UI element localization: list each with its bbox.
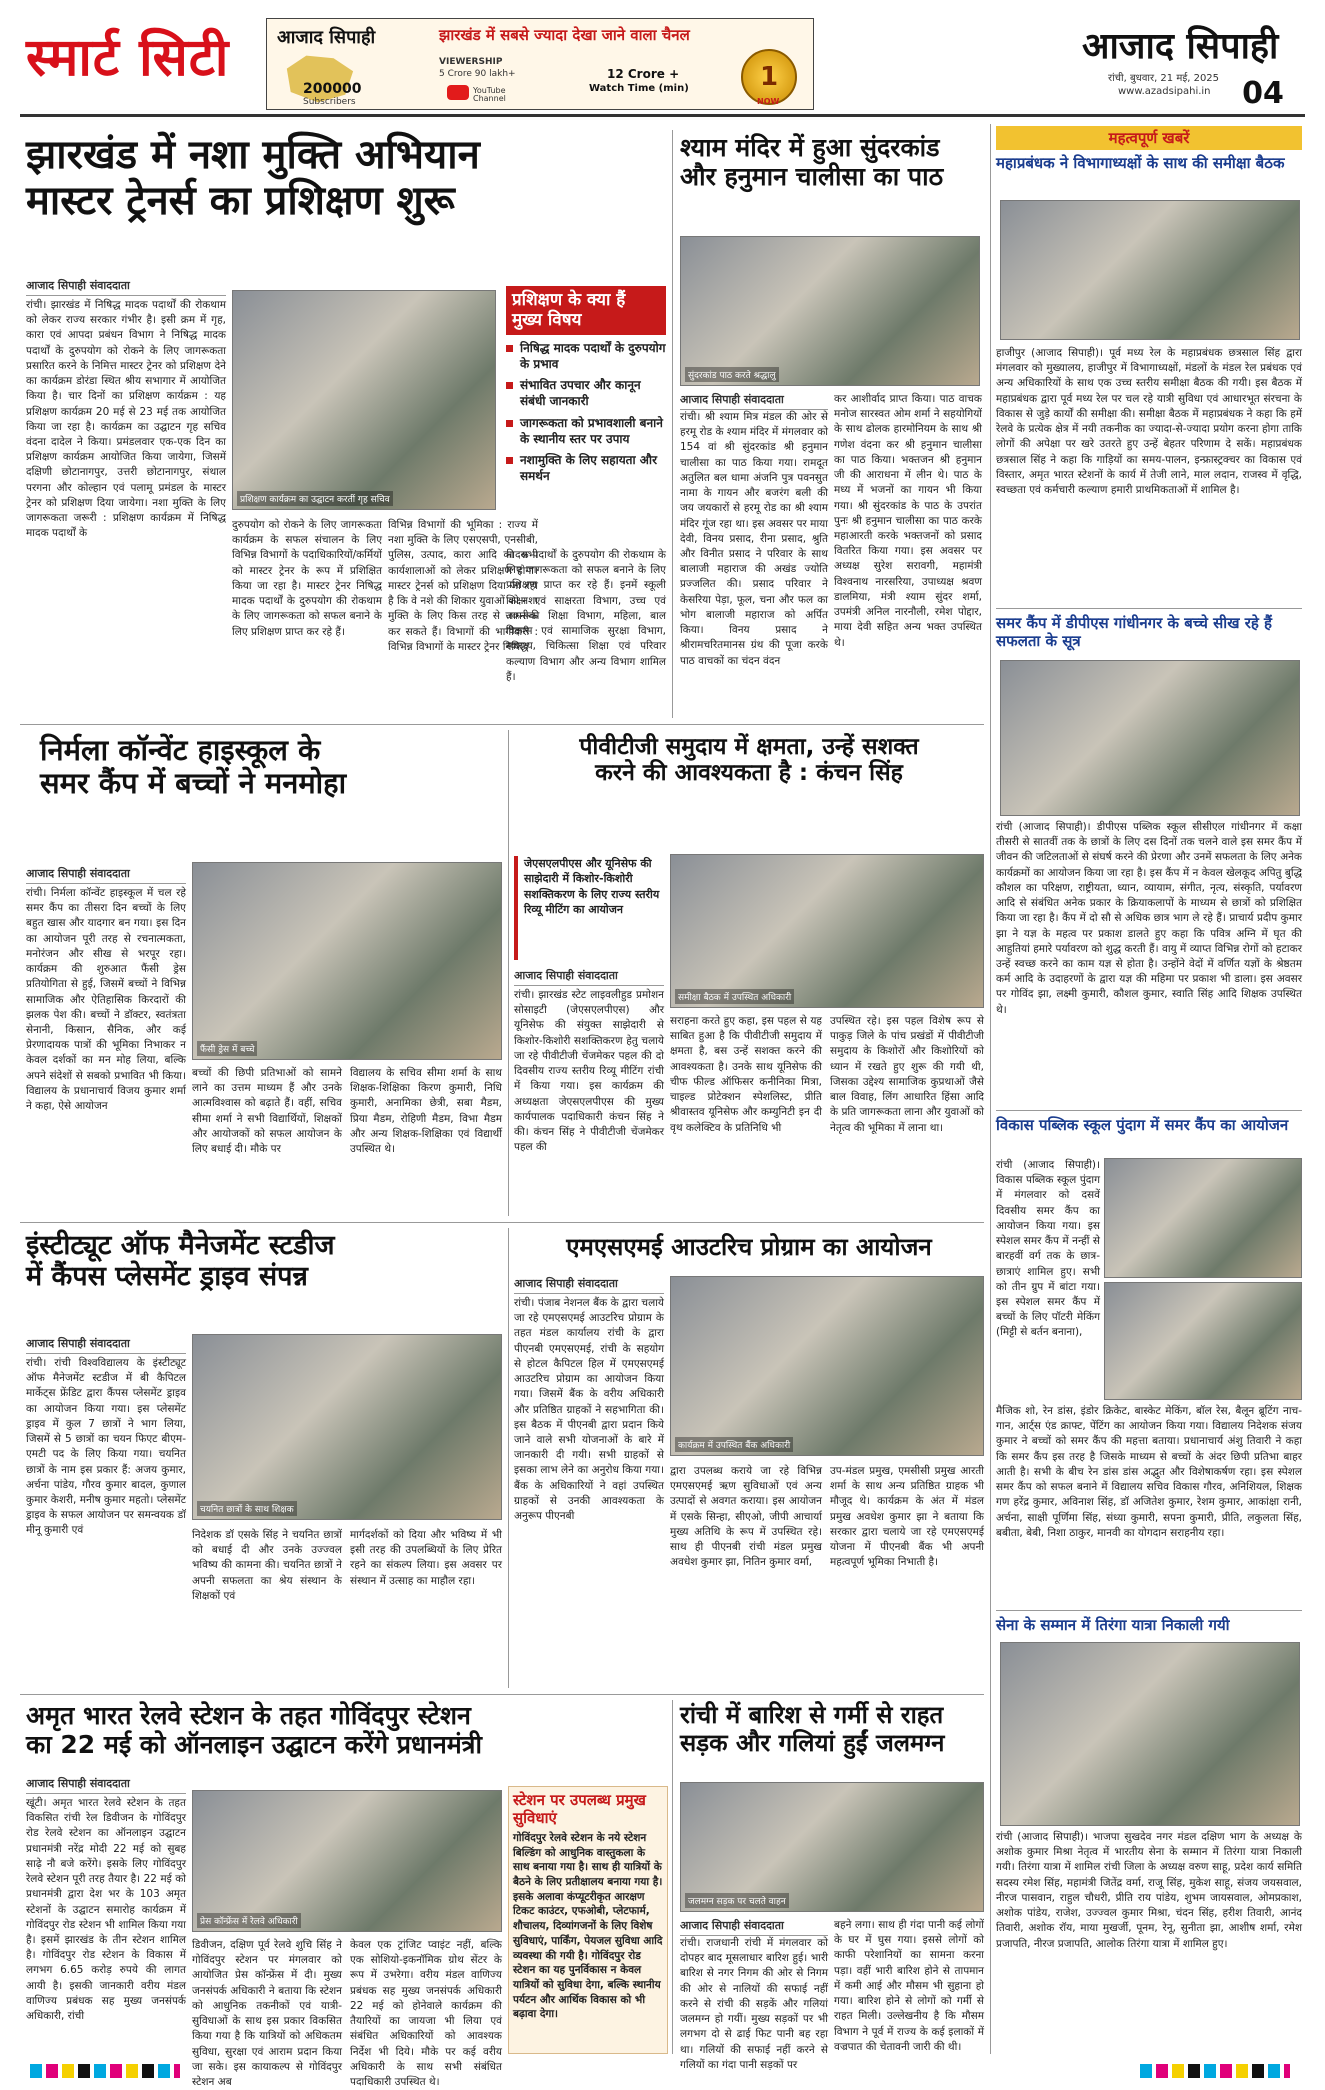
shyam-col1: रांची। श्री श्याम मित्र मंडल की ओर से हरमू रोड के श्याम मंदिर में मंगलवार को 154 वां श्री सुंदरकांड श्री हनुमान चालीसा का पाठ किया गया। रामदूत अतुलित बल धामा अंजनि पुत्र पवनसुत नामा के गायन और बजरंग बली की जय जयकारों से हरमू रोड का श्री श्याम मंदिर गूंज रहा था। इस अवसर पर माया देवी, विनय प्रसाद, रीना प्रसाद, श्रुति और विनीत प्रसाद ने परिवार के साथ बालाजी महाराज की अखंड ज्योति प्रज्जलित की। प्रसाद परिवार ने केसरिया पेड़ा, फूल, चना और फल का भोग बालाजी महाराज को अर्पित किया। विनय प्रसाद ने श्रीरामचरितमानस ग्रंथ की पूजा करके पाठ वाचकों का चंदन वंदन <box>680 411 828 667</box>
railway-infobox-text: गोविंदपुर रेलवे स्टेशन के नये स्टेशन बिल्डिंग को आधुनिक वास्तुकला के साथ बनाया गया है। साथ ही यात्रियों के बैठने के लिए प्रतीक्षालय बनाया गया है। इसके अलावा कंप्यूटरीकृत आरक्षण टिकट काउंटर, एफओबी, प्लेटफार्म, शौचालय, दिव्यांगजनों के लिए विशेष सुविधाएं, पार्किंग, पेयजल सुविधा आदि व्यवस्था की गयी है। गोविंदपुर रोड स्टेशन का यह पुनर्विकास न केवल यात्रियों को सुविधा देगा, बल्कि स्थानीय पर्यटन और आर्थिक विकास को भी बढ़ावा देगा। <box>513 1832 663 2021</box>
nirmala-photo-caption: फैंसी ड्रेस में बच्चे <box>197 1041 257 1056</box>
ad-subscribers-label: Subscribers <box>303 97 356 107</box>
institute-col1: रांची। रांची विश्वविद्यालय के इंस्टीट्यूट ऑफ मैनेजमेंट स्टडीज में बी कैपिटल मार्केट्स फ्रेंडिट द्वारा कैंपस प्लेसमेंट ड्राइव का आयोजन किया गया। इस प्लेसमेंट ड्राइव में कुल 7 छात्रों ने भाग लिया, जिसमें से 5 छात्रों का चयन फिएट बीएम-एमटी पद के लिए किया गया। चयनित छात्रों के नाम इस प्रकार हैं: अजय कुमार, अर्चना पांडेय, गौरव कुमार बादल, कुणाल कुमार केशरी, मनीष कुमार महतो। प्लेसमेंट ड्राइव के सफल आयोजन पर समन्वयक डॉ मीनू कुमारी एवं <box>26 1357 186 1537</box>
shyam-col2: कर आशीर्वाद प्राप्त किया। पाठ वाचक मनोज सारस्वत ओम शर्मा ने सहयोगियों के साथ ढोलक हारमोनियम के साथ श्री गणेश वंदना कर श्री हनुमान चालीसा का पाठ किया। भक्तजन श्री हनुमान जी की आराधना में लीन थे। पाठ के मध्य में भजनों का गायन भी किया गया। श्री सुंदरकांड के पाठ के उपरांत पुनः श्री हनुमान चालीसा का पाठ करके महाआरती करके भक्तजनों को प्रसाद वितरित किया गया। इस अवसर पर अध्यक्ष सुरेश सरावगी, महामंत्री विश्वनाथ नारसरिया, उपाध्यक्ष श्रवण डालमिया, मंत्री श्याम सुंदर शर्मा, उपमंत्री अनिल नारनौली, रमेश पोद्दार, माया देवी सहित अन्य भक्त उपस्थित थे। <box>834 393 982 649</box>
main-infobox-point: नशामुक्ति के लिए सहायता और समर्थन <box>506 452 666 484</box>
ad-watch: 12 Crore + <box>607 67 680 81</box>
section-title: स्मार्ट सिटी <box>26 28 230 88</box>
msme-col3: उप-मंडल प्रमुख, एमसीसी प्रमुख आरती शर्मा के साथ अन्य प्रतिष्ठित ग्राहक भी मौजूद थे। कार्यक्रम के अंत में मंडल प्रमुख अवधेश कुमार झा ने बताया कि सरकार द्वारा चलाये जा रहे एमएसएमई योजना में पीएनबी बैंक भी अपनी महत्वपूर्ण भूमिका निभाती है। <box>830 1465 984 1569</box>
paper-name: आजाद सिपाही <box>1082 26 1279 67</box>
ad-viewership: VIEWERSHIP <box>439 57 503 67</box>
divider <box>996 1610 1302 1611</box>
divider <box>996 1110 1302 1111</box>
sidebar-story4-text: रांची (आजाद सिपाही)। भाजपा सुखदेव नगर मंडल दक्षिण भाग के अध्यक्ष के अशोक कुमार मिश्रा नेतृत्व में भारतीय सेना के सम्मान में तिरंगा यात्रा निकाली गयी। तिरंगा यात्रा में शामिल रांची जिला के अध्यक्ष वरुण साहू, प्रदेश कार्य समिति सदस्य रमेश सिंह, महामंत्री जितेंद्र वर्मा, राजू सिंह, मुकेश साहू, संजय जयसवाल, नीरज पासवान, राहुल चौधरी, प्रीति राय पांडेय, शुभम जायसवाल, ओमप्रकाश, अशोक पांडेय, राजेश, उज्ज्वल कुमार मिश्रा, चंदन सिंह, हरीश तिवारी, आनंद तिवारी, अशोक रॉय, माया मुखर्जी, पूनम, रेनू, सुनीता झा, आशीष शर्मा, रमेश प्रजापति, नीरज प्रजापति, आलोक तिरंगा यात्रा में शामिल हुए। <box>996 1831 1302 1950</box>
divider <box>672 130 673 718</box>
main-infobox-point: निषिद्ध मादक पदार्थों के दुरुपयोग के प्रभाव <box>506 340 666 372</box>
sidebar-story1-photo <box>1000 200 1300 340</box>
nirmala-col1: रांची। निर्मला कॉन्वेंट हाइस्कूल में चल रहे समर कैंप का तीसरा दिन बच्चों के लिए बहुत खास और यादगार बन गया। इस दिन का आयोजन पूरी तरह से रचनात्मकता, मनोरंजन और सीख से भरपूर रहा। कार्यक्रम की शुरुआत फैंसी ड्रेस प्रतियोगिता से हुई, जिसमें बच्चों ने विभिन्न सामाजिक और ऐतिहासिक किरदारों की झलक पेश की। बच्चों ने डॉक्टर, स्वतंत्रता सेनानी, किसान, सैनिक, और कई प्रेरणादायक पात्रों की भूमिका निभाकर न केवल दर्शकों का मन मोह लिया, बल्कि अपने संदेशों से सबको प्रभावित भी किया। विद्यालय के प्रधानाचार्य विजय कुमार शर्मा ने कहा, ऐसे आयोजन <box>26 887 186 1113</box>
institute-photo-caption: चयनित छात्रों के साथ शिक्षक <box>197 1501 297 1516</box>
masthead <box>0 0 1325 112</box>
sidebar-story3-photo-top <box>1104 1158 1302 1278</box>
pvtg-byline: आजाद सिपाही संवाददाता <box>514 968 664 986</box>
page-number: 04 <box>1236 76 1290 112</box>
main-headline: झारखंड में नशा मुक्ति अभियान मास्टर ट्रेनर्स का प्रशिक्षण शुरू <box>26 132 480 224</box>
pvtg-photo-caption: समीक्षा बैठक में उपस्थित अधिकारी <box>675 989 794 1004</box>
railway-infobox-title: स्टेशन पर उपलब्ध प्रमुख सुविधाएं <box>513 1791 646 1827</box>
rain-col2: बहने लगा। साथ ही गंदा पानी कई लोगों के घर में घुस गया। इससे लोगों को काफी परेशानियों का सामना करना पड़ा। वहीं भारी बारिश होने से तापमान में कमी आई और मौसम भी सुहाना हो गया। बारिश होने से लोगों को गर्मी से राहत मिली। उल्लेखनीय है कि मौसम विभाग ने पूर्व में राज्य के कई इलाकों में वज्रपात की चेतावनी जारी की थी। <box>834 1919 984 2053</box>
shyam-byline: आजाद सिपाही संवाददाता <box>680 392 828 410</box>
website: www.azadsipahi.in <box>1118 86 1211 97</box>
main-infobox-title: प्रशिक्षण के क्या हैं मुख्य विषय <box>506 286 666 335</box>
sidebar-story2-text: रांची (आजाद सिपाही)। डीपीएस पब्लिक स्कूल सीसीएल गांधीनगर में कक्षा तीसरी से सातवीं तक के छात्रों के लिए दस दिनों तक चलने वाले इस समर कैंप में जीवन की जटिलताओं से संघर्ष करने की प्रेरणा और उनमें सफलता के लिए अनेक कार्यक्रमों का आयोजन किया जा रहा है। इस कैंप में न केवल खेलकूद अपितु बुद्धि कौशल का परिक्षण, राष्ट्रीयता, ध्यान, व्यायाम, संगीत, नृत्य, संस्कृति, पर्यावरण आदि से संबंधित अनेक प्रकार के क्रियाकलापों के माध्यम से छात्रों को प्रशिक्षित किया जा रहा है। कैंप में दो सौ से अधिक छात्र भाग ले रहे हैं। प्राचार्य प्रदीप कुमार झा ने यज्ञ के महत्व पर प्रकाश डालते हुए कहा कि पवित्र अग्नि में घृत की आहुतियां हमारे पर्यावरण को शुद्ध करती हैं। वायु में व्याप्त विभिन्न रोगों को हटाकर उन्हें स्वच्छ करने का काम यज्ञ से होता है। उन्होंने वेदों में वर्णित यज्ञों के श्रेष्ठतम कर्म आदि के उदाहरणों के द्वारा यज्ञ की महिमा पर प्रकाश भी डाला। इस अवसर पर गोविंद झा, लक्ष्मी कुमारी, कौशल कुमार, स्वाति सिंह आदि शिक्षक उपस्थित थे। <box>996 821 1302 1016</box>
main-byline: आजाद सिपाही संवाददाता <box>26 278 226 296</box>
divider <box>20 1222 984 1223</box>
divider <box>996 608 1302 609</box>
institute-headline: इंस्टीट्यूट ऑफ मैनेजमेंट स्टडीज में कैंपस प्लेसमेंट ड्राइव संपन्न <box>26 1230 335 1293</box>
award-badge-number: 1 <box>759 62 779 92</box>
divider <box>20 724 984 725</box>
ad-youtube: YouTube Channel <box>473 86 506 103</box>
pvtg-intro-box: जेएसएलपीएस और यूनिसेफ की साझेदारी में किशोर-किशोरी सशक्तिकरण के लिए राज्य स्तरीय रिव्यू मीटिंग का आयोजन <box>514 856 664 960</box>
youtube-icon <box>447 85 469 100</box>
msme-byline: आजाद सिपाही संवाददाता <box>514 1276 664 1294</box>
railway-col1: खूंटी। अमृत भारत रेलवे स्टेशन के तहत विकसित रांची रेल डिवीजन के गोविंदपुर रोड रेलवे स्टेशन का ऑनलाइन उद्घाटन प्रधानमंत्री नरेंद्र मोदी 22 मई को सुबह साढ़े नौ बजे करेंगे। इसके लिए गोविंदपुर रेलवे स्टेशन पूरी तरह तैयार है। 22 मई को प्रधानमंत्री द्वारा देश भर के 103 अमृत स्टेशनों के उद्घाटन समारोह कार्यक्रम में गोविंदपुर रोड स्टेशन भी शामिल किया गया है। इसमें झारखंड के तीन स्टेशन शामिल है। गोविंदपुर रोड स्टेशन के विकास में लगभग 6.65 करोड़ रुपये की लागत आयी है। इसकी जानकारी वरीय मंडल वाणिज्य प्रबंधक सह मुख्य जनसंपर्क अधिकारी, रांची <box>26 1797 186 2023</box>
sidebar-section-title: महत्वपूर्ण खबरें <box>996 126 1302 150</box>
railway-photo-caption: प्रेस कॉन्फ्रेंस में रेलवे अधिकारी <box>197 1913 301 1928</box>
msme-photo <box>670 1276 984 1456</box>
sidebar-story3-photo-bottom <box>1104 1282 1302 1400</box>
ad-tagline: झारखंड में सबसे ज्यादा देखा जाने वाला चैनल <box>439 26 690 44</box>
sidebar-story4-photo <box>1000 1642 1300 1826</box>
rain-headline: रांची में बारिश से गर्मी से राहत सड़क और गलियां हुईं जलमग्न <box>680 1701 945 1757</box>
msme-col2: द्वारा उपलब्ध कराये जा रहे विभिन्न एमएसएमई ऋण सुविधाओं एवं अन्य उत्पादों से अवगत कराया। इस आयोजन में एसके सिन्हा, सीएओ, जीपी आचार्या मुख्य अतिथि के रूप में उपस्थित रहे। साथ ही पीएनबी रांची मंडल प्रमुख अवधेश कुमार झा, नितिन कुमार वर्मा, <box>670 1465 822 1569</box>
sidebar-story1-headline: महाप्रबंधक ने विभागाध्यक्षों के साथ की समीक्षा बैठक <box>996 154 1285 172</box>
pvtg-col1: रांची। झारखंड स्टेट लाइवलीहुड प्रमोशन सोसाइटी (जेएसएलपीएस) और यूनिसेफ की संयुक्त साझेदारी से किशोर-किशोरी सशक्तिकरण हेतु चलाये जा रहे पीवीटीजी चेंजमेकर पहल की दो दिवसीय राज्य स्तरीय रिव्यू मीटिंग रांची में किया गया। इस कार्यक्रम की अध्यक्षता जेएसएलपीएस की मुख्य कार्यपालक पदाधिकारी कंचन सिंह ने की। कंचन सिंह ने पीवीटीजी चेंजमेकर पहल की <box>514 989 664 1154</box>
main-photo <box>232 290 496 510</box>
main-sidebar-divider <box>990 124 991 2054</box>
main-col3: विभिन्न विभागों की भूमिका : राज्य में नशा मुक्ति के लिए एसएसपी, एनसीबी, पुलिस, उत्पाद, कारा आदि की सभी कार्यशालाओं को लेकर प्रशिक्षण होगा। मास्टर ट्रेनर्स को प्रशिक्षण दिया जा रहा है कि वे नशे की शिकार युवाओं को नशा मुक्ति के लिए किस तरह से जागरूक कर सकते हैं। विभागों की भागीदारी : विभिन्न विभागों के मास्टर ट्रेनर निषिद्ध <box>388 519 538 653</box>
institute-col2: निदेशक डॉ एसके सिंह ने चयनित छात्रों को बधाई दी और उनके उज्ज्वल भविष्य की कामना की। चयनित छात्रों ने अपनी सफलता का श्रेय संस्थान के शिक्षकों एवं <box>192 1529 342 1602</box>
sidebar-story3-headline: विकास पब्लिक स्कूल पुंदाग में समर कैंप का आयोजन <box>996 1116 1289 1134</box>
pvtg-col2: सराहना करते हुए कहा, इस पहल से यह साबित हुआ है कि पीवीटीजी समुदाय में क्षमता है, बस उन्हें सशक्त करने की आवश्यकता है। उनके साथ यूनिसेफ की चीफ फील्ड ऑफिसर कनीनिका मित्रा, चाइल्ड प्रोटेक्शन स्पेशलिस्ट, प्रीति श्रीवास्तव यूनिसेफ और कम्युनिटी इन दी वृथ कलेक्टिव के प्रतिनिधि भी <box>670 1015 822 1134</box>
sidebar-story1-text: हाजीपुर (आजाद सिपाही)। पूर्व मध्य रेल के महाप्रबंधक छत्रसाल सिंह द्वारा मंगलवार को मुख्यालय, हाजीपुर में विभागाध्यक्षों, मंडलों के मंडल रेल प्रबंधक एवं अन्य अधिकारियों के साथ एक उच्च स्तरीय समीक्षा बैठक की गयी। इस बैठक में महाप्रबंधक द्वारा पूर्व मध्य रेल पर चल रहे यात्री सुविधा एवं आधारभूत संरचना के विकास से जुड़े कार्यों की समीक्षा की। समीक्षा बैठक में महाप्रबंधक ने कहा कि हमें रेलवे के प्रत्येक क्षेत्र में नयी तकनीक का ज्यादा-से-ज्यादा प्रयोग करना होगा ताकि लोगों की अपेक्षा पर खरे उतरते हुए उन्हें बेहतर परिणाम दे सकें। महाप्रबंधक छत्रसाल सिंह ने कहा कि गाड़ियों का समय-पालन, इन्फ्रास्ट्रक्चर का विकास एवं विस्तार, अमृत भारत स्टेशनों के कार्य में तेजी लाने, माल लदान, राजस्व में वृद्धि, स्वच्छता एवं कर्मचारी कल्याण हमारी प्राथमिकताओं में शामिल है। <box>996 347 1302 496</box>
nirmala-col3: विद्यालय के सचिव सीमा शर्मा के साथ शिक्षक-शिक्षिका किरण कुमारी, निधि कुमारी, अनामिका छेत्री, सबा मैडम, प्रिया मैडम, रोहिणी मैडम, विभा मैडम और अन्य शिक्षक-शिक्षिका एवं विद्यार्थी उपस्थित थे। <box>350 1067 502 1156</box>
divider <box>672 1700 673 2054</box>
sidebar-story4-headline: सेना के सम्मान में तिरंगा यात्रा निकाली गयी <box>996 1616 1230 1634</box>
main-col1: रांची। झारखंड में निषिद्ध मादक पदार्थों की रोकथाम को लेकर राज्य सरकार गंभीर है। इसी क्रम में गृह, कारा एवं आपदा प्रबंधन विभाग ने निषिद्ध मादक पदार्थों के दुरुपयोग को रोकने के लिए जागरूकता प्रसारित करने के निमित्त मास्टर ट्रेनर को प्रशिक्षण देने का कार्यक्रम डोरंडा स्थित श्रीय सभागार में आयोजित किया है। चार दिनों का प्रशिक्षण कार्यक्रम : यह प्रशिक्षण कार्यक्रम 20 मई से 23 मई तक आयोजित किया जा रहा है। कार्यक्रम का उद्घाटन गृह सचिव वंदना दादेल ने किया। प्रमंडलवार एक-एक दिन का प्रशिक्षण कार्यक्रम आयोजित किया जायेगा, जिसमें दक्षिणी छोटानागपुर, उत्तरी छोटानागपुर, संथाल परगना और कोल्हान एवं पलामू प्रमंडल के मास्टर ट्रेनर को प्रशिक्षण दिया जायेगा। नशा मुक्ति के लिए जागरूकता जरूरी : प्रशिक्षण कार्यक्रम में निषिद्ध मादक पदार्थों के <box>26 299 226 540</box>
nirmala-photo <box>192 862 502 1060</box>
dateline: रांची, बुधवार, 21 मई, 2025 <box>1108 73 1220 84</box>
railway-col2: डिवीजन, दक्षिण पूर्व रेलवे शुचि सिंह ने गोविंदपुर स्टेशन पर मंगलवार को आयोजित प्रेस कॉन्फ्रेंस में दी। मुख्य जनसंपर्क अधिकारी ने बताया कि स्टेशन को आधुनिक तकनीकों एवं यात्री-सुविधाओं के साथ इस प्रकार विकसित किया गया है कि यात्रियों को अधिकतम सुविधा, सुरक्षा एवं आराम प्रदान किया जा सके। इस कायाकल्प से गोविंदपुर स्टेशन अब <box>192 1939 342 2088</box>
divider <box>20 1694 984 1695</box>
pvtg-col3: उपस्थित रहे। इस पहल विशेष रूप से पाकुड़ जिले के पांच प्रखंडों में पीवीटीजी समुदाय के किशोरों और किशोरियों को ध्यान में रखते हुए शुरू की गयी थी, जिसका उद्देश्य सामाजिक कुप्रथाओं जैसे बाल विवाह, लिंग आधारित हिंसा आदि के प्रति जागरूकता लाना और युवाओं को नेतृत्व की भूमिका में लाना था। <box>830 1015 984 1134</box>
ad-watch-label: Watch Time (min) <box>589 83 689 94</box>
sidebar-story3-text: मैजिक शो, रेन डांस, इंडोर क्रिकेट, बास्केट मेकिंग, बॉल रेस, बैलून ब्रूटिंग नाच-गान, आर्ट्स एंड क्राफ्ट, पेंटिंग का आयोजन किया गया। विद्यालय निदेशक संजय कुमार ने बच्चों को समर कैंप की महत्ता बताया। प्रधानाचार्य अंशु तिवारी ने कहा कि समर कैंप इस तरह है जिसके माध्यम से बच्चों के अंदर छिपी प्रतिभा बाहर आती है। सभी के बीच रेन डांस डांस अद्भुत और विशेषाकर्षण रहा। इस स्पेशल समर कैंप को सफल बनाने में विद्यालय सचिव विकास गौरव, अनिशियल, शिक्षक गण हरेंद्र कुमार, अविनाश सिंह, डॉ अजितेश कुमार, रेशम कुमार, आकांक्षा रानी, अर्चना, साक्षी पूर्णिमा सिंह, संध्या कुमारी, सपना कुमारी, प्रीति, लकुलता सिंह, बबीता, बेबी, निशा ठाकुर, मानवी का योगदान सराहनीय रहा। <box>996 1405 1302 1539</box>
main-photo-caption: प्रशिक्षण कार्यक्रम का उद्घाटन करतीं गृह सचिव <box>237 491 393 506</box>
railway-headline: अमृत भारत रेलवे स्टेशन के तहत गोविंदपुर स्टेशन का 22 मई को ऑनलाइन उद्घाटन करेंगे प्रधानमंत्री <box>26 1701 482 1759</box>
pvtg-photo <box>670 854 984 1008</box>
registration-dots-right <box>1140 2064 1290 2078</box>
nirmala-byline: आजाद सिपाही संवाददाता <box>26 866 186 884</box>
sidebar-story2-headline: समर कैंप में डीपीएस गांधीनगर के बच्चे सीख रहे हैं सफलता के सूत्र <box>996 614 1272 650</box>
main-col2: दुरुपयोग को रोकने के लिए जागरूकता कार्यक्रम के सफल संचालन के लिए विभिन्न विभागों के पदाधिकारियों/कर्मियों को मास्टर ट्रेनर के रूप में प्रशिक्षित किया जा रहा है। मास्टर ट्रेनर निषिद्ध मादक पदार्थों के दुरुपयोग की रोकथाम के लिए जागरूकता को सफल बनाने के लिए प्रशिक्षण प्राप्त कर रहे हैं। <box>232 519 382 638</box>
institute-byline: आजाद सिपाही संवाददाता <box>26 1336 186 1354</box>
pvtg-headline: पीवीटीजी समुदाय में क्षमता, उन्हें सशक्त करने की आवश्यकता है : कंचन सिंह <box>579 734 919 787</box>
main-infobox-point: संभावित उपचार और कानून संबंधी जानकारी <box>506 377 666 409</box>
divider <box>508 730 509 1216</box>
shyam-photo <box>680 236 980 386</box>
sidebar-story2-photo <box>1000 660 1300 816</box>
institute-photo <box>192 1334 502 1520</box>
ad-now: NOW <box>757 97 780 106</box>
shyam-headline: श्याम मंदिर में हुआ सुंदरकांड और हनुमान चालीसा का पाठ <box>680 133 944 191</box>
channel-ad <box>266 18 814 110</box>
railway-infobox <box>508 1786 668 2054</box>
rain-col1: रांची। राजधानी रांची में मंगलवार को दोपहर बाद मूसलाधार बारिश हुई। भारी बारिश से नगर निगम की ओर से निगम की ओर से नालियों की सफाई नहीं करने से रांची की सड़कें और गलियां जलमग्न हो गयीं। मुख्य सड़कों पर भी लगभग दो से ढाई फिट पानी बह रहा था। गलियों की सफाई नहीं करने से गलियों का गंदा पानी सड़कों पर <box>680 1937 828 2071</box>
main-infobox <box>506 286 666 536</box>
nirmala-headline: निर्मला कॉन्वेंट हाइस्कूल के समर कैंप में बच्चों ने मनमोहा <box>40 733 347 801</box>
main-col4: मादक पदार्थों के दुरुपयोग की रोकथाम के लिए जागरूकता को सफल बनाने के लिए प्रशिक्षण प्राप्त कर रहे हैं। इनमें स्कूली शिक्षा एवं साक्षरता विभाग, उच्च एवं तकनीकी शिक्षा विभाग, महिला, बाल विकास एवं सामाजिक सुरक्षा विभाग, स्वास्थ्य, चिकित्सा शिक्षा एवं परिवार कल्याण विभाग और अन्य विभाग शामिल हैं। <box>506 549 666 683</box>
masthead-rule <box>20 114 1305 117</box>
divider <box>508 1228 509 1688</box>
railway-col3: केवल एक ट्रांजिट प्वाइंट नहीं, बल्कि एक सोशियो-इकनॉमिक ग्रोथ सेंटर के रूप में उभरेगा। वरीय मंडल वाणिज्य प्रबंधक सह मुख्य जनसंपर्क अधिकारी 22 मई को होनेवाले कार्यक्रम की तैयारियों का जायजा भी लिया एवं संबंधित अधिकारियों को आवश्यक निर्देश भी दिये। मौके पर कई वरीय अधिकारी के साथ सभी संबंधित पदाधिकारी उपस्थित थे। <box>350 1939 502 2088</box>
ad-subscribers: 200000 <box>303 81 362 97</box>
institute-col3: मार्गदर्शकों को दिया और भविष्य में भी इसी तरह की उपलब्धियों के लिए प्रेरित रहने का संकल्प लिया। इस अवसर पर संस्थान में उत्साह का माहौल रहा। <box>350 1529 502 1587</box>
ad-viewership-value: 5 Crore 90 lakh+ <box>439 69 516 79</box>
railway-byline: आजाद सिपाही संवाददाता <box>26 1776 186 1794</box>
msme-headline: एमएसएमई आउटरिच प्रोग्राम का आयोजन <box>566 1233 932 1261</box>
ad-brand: आजाद सिपाही <box>277 27 376 48</box>
nirmala-col2: बच्चों की छिपी प्रतिभाओं को सामने लाने का उत्तम माध्यम हैं और उनके आत्मविश्वास को बढ़ाते हैं। वहीं, सचिव सीमा शर्मा ने सभी विद्यार्थियों, शिक्षकों और आयोजकों को सफल आयोजन के लिए बधाई दी। मौके पर <box>192 1067 342 1156</box>
rain-photo-caption: जलमग्न सड़क पर चलते वाहन <box>685 1893 789 1908</box>
main-infobox-point: जागरूकता को प्रभावशाली बनाने के स्थानीय स्तर पर उपाय <box>506 415 666 447</box>
rain-byline: आजाद सिपाही संवाददाता <box>680 1918 828 1936</box>
msme-col1: रांची। पंजाब नेशनल बैंक के द्वारा चलाये जा रहे एमएसएमई आउटरिच प्रोग्राम के तहत मंडल कार्यालय रांची के द्वारा पीएनबी एमएसएमई, रांची के सहयोग से होटल कैपिटल हिल में एमएसएमई आउटरिच प्रोग्राम का आयोजन किया गया। जिसमें बैंक के वरीय अधिकारी और प्रतिष्ठित ग्राहकों ने सहभागिता की। इस बैठक में पीएनबी द्वारा प्रदान किये जाने वाले सभी योजनाओं के बारे में जानकारी दी गयी। सभी ग्राहकों से इसका लाभ लेने का अनुरोध किया गया। बैंक के अधिकारियों ने वहां उपस्थित ग्राहकों से उनकी आवश्यकता के अनुरूप पीएनबी <box>514 1297 664 1523</box>
registration-dots-left <box>30 2064 180 2078</box>
railway-photo <box>192 1790 502 1932</box>
rain-photo <box>680 1782 984 1912</box>
print-registration-bar <box>30 2064 1300 2078</box>
sidebar-story3-text-narrow: रांची (आजाद सिपाही)। विकास पब्लिक स्कूल पुंदाग में मंगलवार को दसवें दिवसीय समर कैंप का आयोजन किया गया। इस स्पेशल समर कैंप में नन्हीं से बारहवीं वर्ग तक के छात्र-छात्राएं शामिल हुए। सभी को तीन ग्रुप में बांटा गया। इस स्पेशल समर कैंप में बच्चों के लिए पॉटरी मेकिंग (मिट्टी से बर्तन बनाना), <box>996 1159 1100 1339</box>
msme-photo-caption: कार्यक्रम में उपस्थित बैंक अधिकारी <box>675 1437 793 1452</box>
shyam-photo-caption: सुंदरकांड पाठ करते श्रद्धालु <box>685 367 779 382</box>
